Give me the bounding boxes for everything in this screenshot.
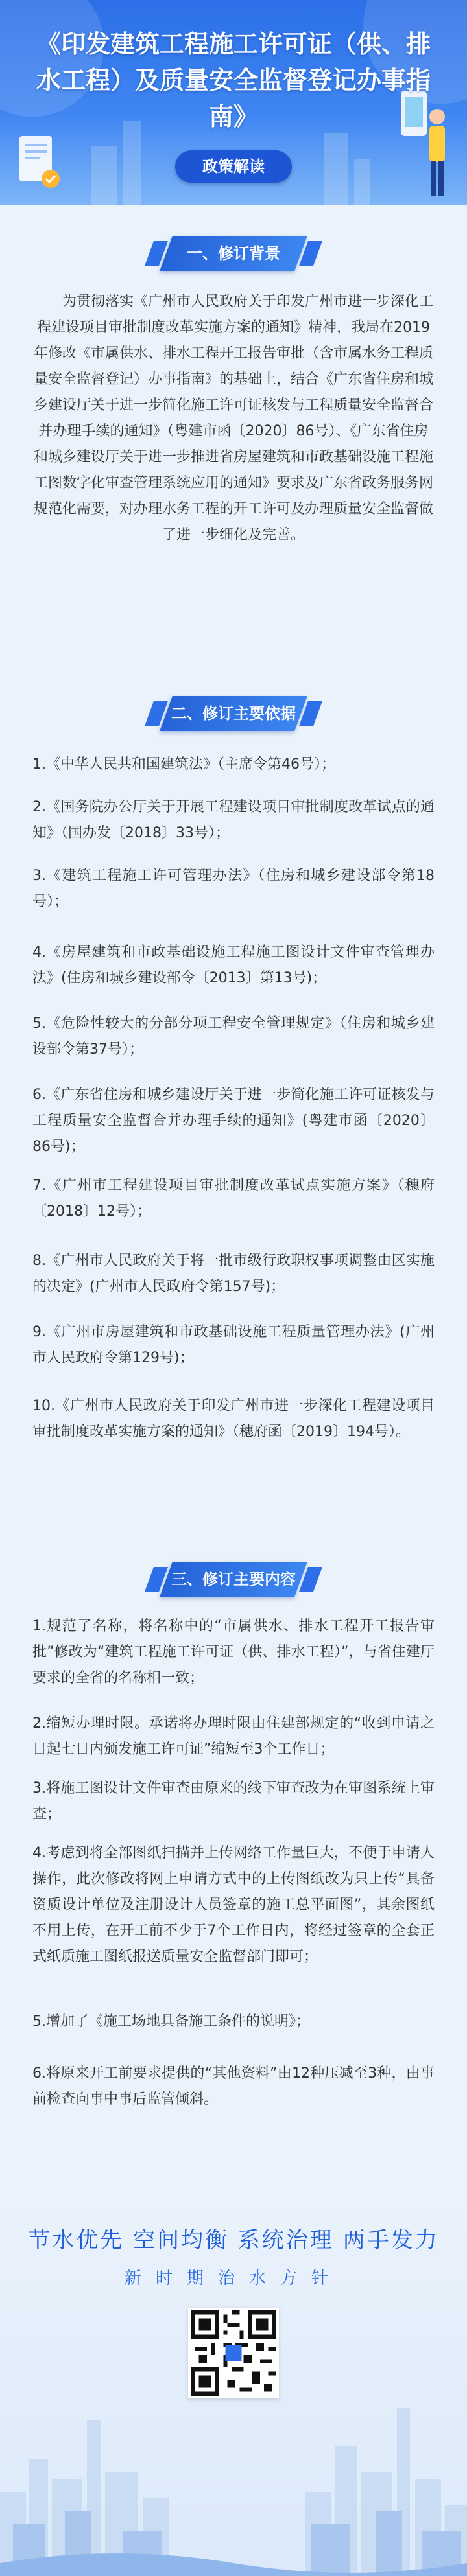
section-heading-background bbox=[149, 233, 318, 273]
decor-building bbox=[91, 146, 117, 205]
section-heading-label: 一、修订背景 bbox=[187, 244, 280, 262]
content-item: 6.将原来开工前要求提供的“其他资料”由12种压减至3种，由事前检查向事中事后监管倾斜。 bbox=[32, 2065, 435, 2107]
decor-building bbox=[324, 133, 348, 205]
section-heading-label: 二、修订主要依据 bbox=[171, 704, 296, 723]
qr-code[interactable] bbox=[188, 2308, 279, 2398]
basis-item: 7.《广州市工程建设项目审批制度改革试点实施方案》（穗府〔2018〕12号）； bbox=[32, 1178, 435, 1220]
decor-building bbox=[354, 159, 370, 205]
policy-interpretation-badge: 政策解读 bbox=[175, 150, 292, 183]
city-skyline-illustration bbox=[0, 2382, 467, 2576]
document-illustration-icon bbox=[13, 130, 65, 194]
basis-item: 3.《建筑工程施工许可管理办法》（住房和城乡建设部令第18号）； bbox=[32, 868, 435, 910]
page-title: 《印发建筑工程施工许可证（供、排水工程）及质量安全监督登记办事指南》 bbox=[36, 30, 431, 131]
qr-code-icon bbox=[191, 2310, 276, 2396]
basis-item: 5.《危险性较大的分部分项工程安全管理规定》（住房和城乡建设部令第37号）； bbox=[32, 1015, 435, 1058]
basis-item: 1.《中华人民共和国建筑法》（主席令第46号）； bbox=[32, 756, 335, 772]
section-heading-contents bbox=[149, 1559, 318, 1599]
basis-item: 2.《国务院办公厅关于开展工程建设项目审批制度改革试点的通知》（国办发〔2018〕33号）； bbox=[32, 799, 435, 841]
content-item: 4.考虑到将全部图纸扫描并上传网络工作量巨大，不便于申请人操作，此次修改将网上申请方式中的上传图纸改为只上传“具备资质设计单位及注册设计人员签章的施工总平面图”，其余图纸不用上传，在开工前不少于7个工作日内，将经过签章的全套正式纸质施工图纸报送质量安全监督部门即可； bbox=[32, 1845, 435, 1965]
background-paragraph: 为贯彻落实《广州市人民政府关于印发广州市进一步深化工程建设项目审批制度改革实施方案的通知》精神，我局在2019年修改《市属供水、排水工程开工报告审批（含市属水务工程质量安全监督登记）办事指南》的基础上，结合《广东省住房和城乡建设厅关于进一步简化施工许可证核发与工程质量安全监督合并办理手续的通知》（粤建市函〔2020〕86号）、《广东省住房和城乡建设厅关于进一步推进省房屋建筑和市政基础设施工程施工图数字化审查管理系统应用的通知》要求及广东省政务服务网规范化需要，对办理水务工程的开工许可及办理质量安全监督做了进一步细化及完善。 bbox=[33, 294, 433, 543]
footer-slogan: 节水优先 空间均衡 系统治理 两手发力 bbox=[28, 2227, 439, 2253]
content-item: 5.增加了《施工场地具备施工条件的说明》； bbox=[32, 2013, 310, 2030]
content-item: 3.将施工图设计文件审查由原来的线下审查改为在审图系统上审查； bbox=[32, 1780, 435, 1822]
basis-item: 8.《广州市人民政府关于将一批市级行政职权事项调整由区实施的决定》(广州市人民政府令第157号)； bbox=[32, 1253, 435, 1295]
basis-item: 4.《房屋建筑和市政基础设施工程施工图设计文件审查管理办法》(住房和城乡建设部令〔2013〕第13号)； bbox=[32, 944, 435, 986]
content-item: 2.缩短办理时限。承诺将办理时限由住建部规定的“收到申请之日起七日内颁发施工许可证”缩短至3个工作日； bbox=[32, 1715, 435, 1758]
basis-item: 10.《广州市人民政府关于印发广州市进一步深化工程建设项目审批制度改革实施方案的通知》（穗府函〔2019〕194号）。 bbox=[32, 1398, 435, 1440]
header-banner bbox=[0, 0, 467, 205]
basis-item: 6.《广东省住房和城乡建设厅关于进一步简化施工许可证核发与工程质量安全监督合并办理手续的通知》(粤建市函〔2020〕86号)； bbox=[32, 1087, 435, 1155]
content-item: 1.规范了名称，将名称中的“市属供水、排水工程开工报告审批”修改为“建筑工程施工许可证（供、排水工程）”，与省住建厅要求的全省的名称相一致； bbox=[32, 1618, 435, 1686]
basis-item: 9.《广州市房屋建筑和市政基础设施工程质量管理办法》(广州市人民政府令第129号)； bbox=[32, 1324, 435, 1366]
footer-subslogan: 新时期治水方针 bbox=[124, 2269, 342, 2288]
footer bbox=[0, 2200, 467, 2576]
section-heading-label: 三、修订主要内容 bbox=[171, 1570, 296, 1588]
section-heading-basis bbox=[149, 693, 318, 734]
